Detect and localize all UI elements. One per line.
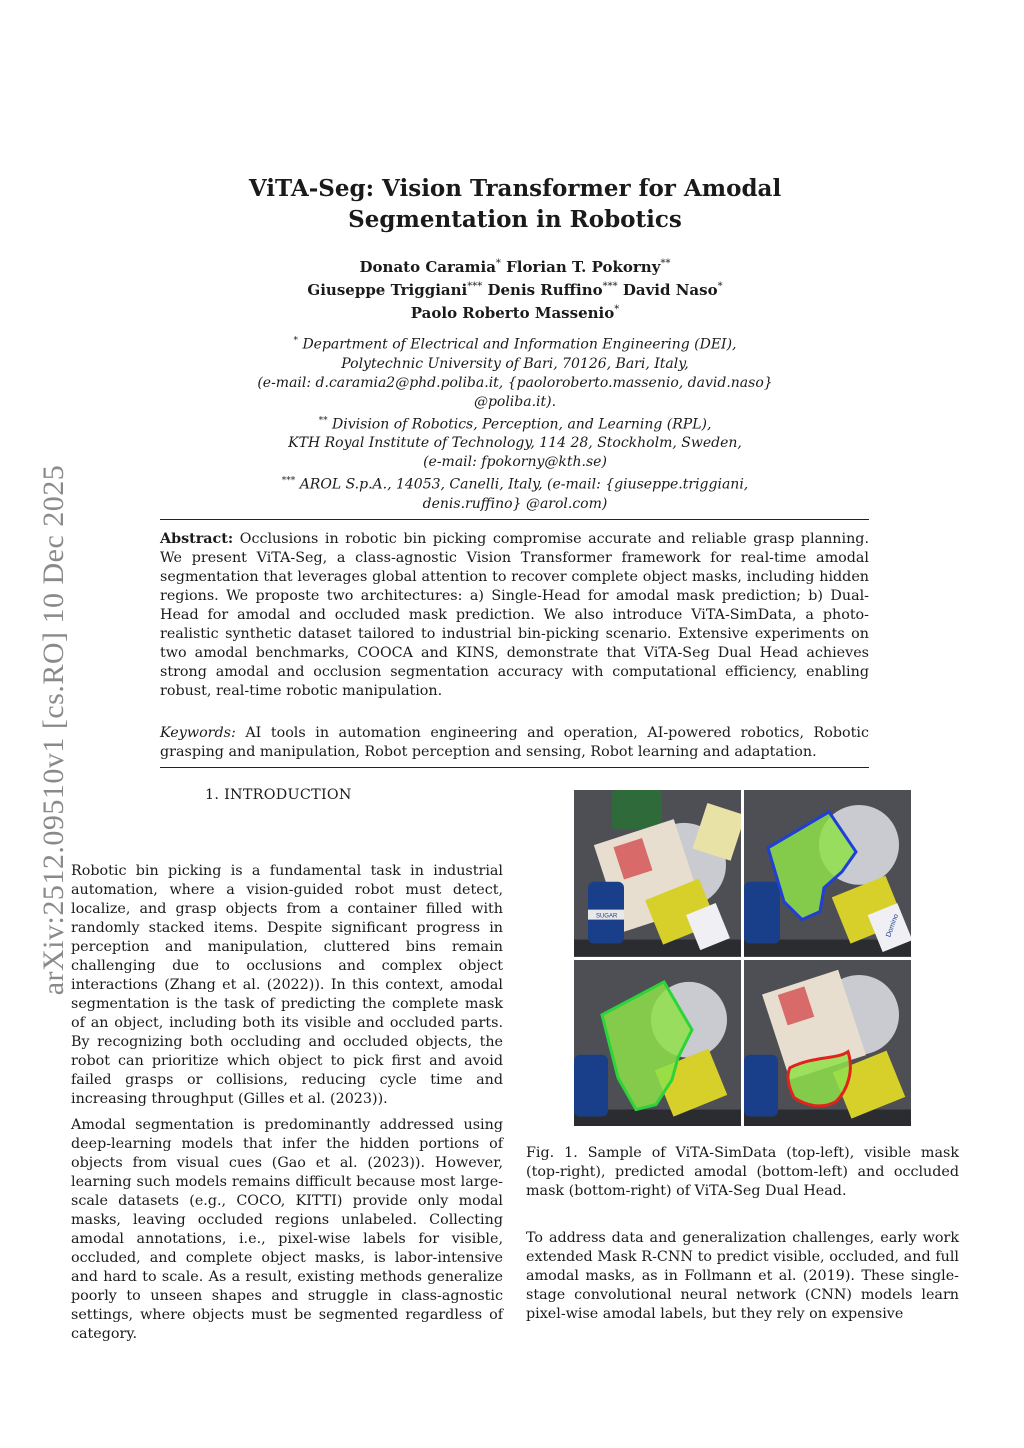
keywords-text: AI tools in automation engineering and operation, AI-powered robotics, Robotic grasping and manipulation, Robot perception and sensing, Robot learning and adaptation. <box>160 725 869 760</box>
author-name: Giuseppe Triggiani <box>307 281 468 299</box>
affiliation-line <box>170 332 860 355</box>
affiliation-text: Department of Electrical and Information Engineering (DEI), <box>302 336 737 353</box>
author-marker: *** <box>602 281 618 292</box>
affiliations <box>170 332 860 514</box>
affiliation-line <box>170 472 860 495</box>
author-line-2 <box>170 277 860 300</box>
affiliation-line: Polytechnic University of Bari, 70126, Bari, Italy, <box>341 355 689 372</box>
author-marker: *** <box>467 281 483 292</box>
figure-panel-occluded-mask <box>744 960 911 1127</box>
arxiv-identifier: arXiv:2512.09510v1 [cs.RO] 10 Dec 2025 <box>37 464 70 996</box>
author-marker: * <box>495 258 501 269</box>
affiliation-line: denis.ruffino} @arol.com) <box>422 495 608 512</box>
keywords-bottom-rule <box>160 767 869 768</box>
affiliation-line <box>170 412 860 435</box>
title-line-2: Segmentation in Robotics <box>348 206 682 233</box>
author-name: Denis Ruffino <box>487 281 603 299</box>
can-label: SUGAR <box>596 913 618 920</box>
title-line-1: ViTA-Seg: Vision Transformer for Amodal <box>248 175 782 202</box>
author-marker: * <box>614 304 620 315</box>
intro-paragraph-2: Amodal segmentation is predominantly addressed using deep-learning models that infer the hidden portions of objects from visual cues (Gao et al. (2023)). However, learning such models remains difficult because most large-scale datasets (e.g., COCO, KITTI) provide only modal masks, leaving occluded regions unlabeled. Collecting amodal annotations, i.e., pixel-wise labels for visible, occluded, and complete object masks, is labor-intensive and hard to scale. As a result, existing methods generalize poorly to unseen shapes and struggle in class-agnostic settings, where objects must be segmented regardless of category. <box>71 1117 503 1342</box>
author-marker: * <box>717 281 723 292</box>
author-name: David Naso <box>622 281 718 299</box>
author-list <box>170 254 860 323</box>
abstract <box>160 530 869 701</box>
sample-image <box>574 790 741 957</box>
author-name: Paolo Roberto Massenio <box>410 304 615 322</box>
keywords-label: Keywords: <box>160 725 236 741</box>
author-name: Donato Caramia <box>359 258 496 276</box>
paper-title <box>170 173 860 235</box>
figure-caption <box>526 1144 959 1201</box>
keywords <box>160 724 869 762</box>
affiliation-marker: *** <box>281 476 296 487</box>
affiliation-line: @poliba.it). <box>473 393 557 410</box>
affiliation-text: AROL S.p.A., 14053, Canelli, Italy, (e-mail: {giuseppe.triggiani, <box>299 476 749 493</box>
intro-paragraph-1: Robotic bin picking is a fundamental task in industrial automation, where a vision-guided robot must detect, localize, and grasp objects from a container filled with randomly stacked items. Despite significant progress in perception and manipulation, cluttered bins remain challenging due to occlusions and complex object interactions (Zhang et al. (2022)). In this context, amodal segmentation is the task of predicting the complete mask of an object, including both its visible and occluded parts. By recognizing both occluding and occluded objects, the robot can prioritize which object to pick first and avoid failed grasps or collisions, reducing cycle time and increasing throughput (Gilles et al. (2023)). <box>71 863 503 1107</box>
affiliation-marker: * <box>293 336 298 346</box>
figure-1 <box>574 790 911 1126</box>
affiliation-line: KTH Royal Institute of Technology, 114 28, Stockholm, Sweden, <box>288 435 742 452</box>
author-marker: ** <box>660 258 671 269</box>
intro-paragraph-3: To address data and generalization challenges, early work extended Mask R-CNN to predict visible, occluded, and full amodal masks, as in Follmann et al. (2019). These single-stage convolutional neural network (CNN) models learn pixel-wise amodal labels, but they rely on expensive <box>526 1230 959 1322</box>
abstract-text: Occlusions in robotic bin picking compromise accurate and reliable grasp planning. We present ViTA-Seg, a class-agnostic Vision Transformer framework for real-time amodal segmentation that leverages global attention to recover complete object masks, including hidden regions. We proposte two architectures: a) Single-Head for amodal mask prediction; b) Dual-Head for amodal and occluded mask prediction. We also introduce ViTA-SimData, a photo-realistic synthetic dataset tailored to industrial bin-picking scenario. Extensive experiments on two amodal benchmarks, COOCA and KINS, demonstrate that ViTA-Seg Dual Head achieves strong amodal and occlusion segmentation accuracy with computational efficiency, enabling robust, real-time robotic manipulation. <box>160 531 869 699</box>
author-line-1 <box>170 254 860 277</box>
section-heading: 1. INTRODUCTION <box>205 787 352 803</box>
affiliation-line: (e-mail: d.caramia2@phd.poliba.it, {paoloroberto.massenio, david.naso} <box>257 374 773 391</box>
visible-mask-image <box>744 790 911 957</box>
caption-label: Fig. 1. <box>526 1145 578 1161</box>
affiliation-marker: ** <box>318 415 328 426</box>
box-label: Domino <box>885 913 901 939</box>
affiliation-line: (e-mail: fpokorny@kth.se) <box>423 454 607 471</box>
affiliation-text: Division of Robotics, Perception, and Learning (RPL), <box>332 416 712 433</box>
author-line-3 <box>170 300 860 323</box>
caption-text: Sample of ViTA-SimData (top-left), visible mask (top-right), predicted amodal (bottom-left) and occluded mask (bottom-right) of ViTA-Seg Dual Head. <box>526 1145 959 1199</box>
abstract-label: Abstract: <box>160 531 234 547</box>
abstract-top-rule <box>160 519 869 520</box>
author-name: Florian T. Pokorny <box>506 258 661 276</box>
occluded-mask-image <box>744 960 911 1127</box>
arxiv-sidebar-stamp <box>34 420 74 1040</box>
figure-panel-sample <box>574 790 741 957</box>
amodal-mask-image <box>574 960 741 1127</box>
figure-panel-visible-mask <box>744 790 911 957</box>
figure-panel-amodal-mask <box>574 960 741 1127</box>
